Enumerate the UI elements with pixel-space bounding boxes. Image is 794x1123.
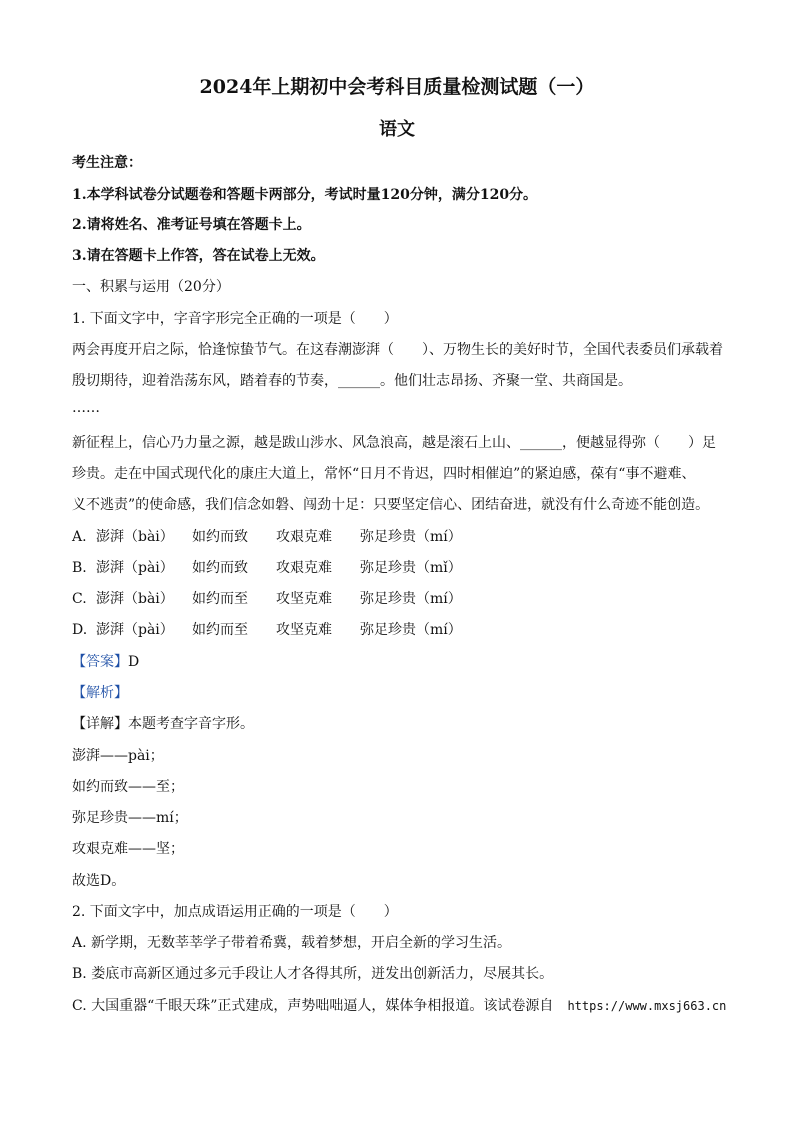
notice-item: 2.请将姓名、准考证号填在答题卡上。 <box>72 217 311 233</box>
explain-line: 如约而致——至； <box>72 779 184 795</box>
option-term: 弥足珍贵（mí） <box>360 622 462 638</box>
option-term: 澎湃（bài） <box>96 529 174 545</box>
exam-title: 2024年上期初中会考科目质量检测试题（一） <box>199 76 595 98</box>
option-term: 弥足珍贵（mǐ） <box>360 560 462 576</box>
option-term: 澎湃（pài） <box>96 622 174 638</box>
q2-option-c <box>72 995 726 1015</box>
option-term: 澎湃（pài） <box>96 560 174 576</box>
notice-item: 3.请在答题卡上作答，答在试卷上无效。 <box>72 248 325 264</box>
explain-line: 弥足珍贵——mí； <box>72 810 188 826</box>
option-key: B. <box>72 560 87 576</box>
passage-line: 义不逃责”的使命感，我们信念如磐、闯劲十足：只要坚定信心、团结奋进，就没有什么奇迹不能创造。 <box>72 497 710 513</box>
explain-line: 故选D。 <box>72 873 126 889</box>
analysis-label: 【解析】 <box>72 685 128 701</box>
option-term: 如约而致 <box>192 560 248 576</box>
passage-line: 两会再度开启之际，恰逢惊蛰节气。在这春潮澎湃（ ）、万物生长的美好时节，全国代表委员们承载着 <box>72 342 723 358</box>
explain-line: 攻艰克难——坚； <box>72 841 184 857</box>
answer-label: 【答案】 <box>72 654 128 670</box>
option-key: D. <box>72 622 88 638</box>
question-stem: 1. 下面文字中，字音字形完全正确的一项是（ ） <box>72 311 398 327</box>
passage-line: 新征程上，信心乃力量之源，越是跋山涉水、风急浪高，越是滚石上山、______，便越显得弥（ ）足 <box>72 435 716 451</box>
question-stem: 2. 下面文字中，加点成语运用正确的一项是（ ） <box>72 904 398 920</box>
option-term: 攻坚克难 <box>276 591 332 607</box>
notice-item: 1.本学科试卷分试题卷和答题卡两部分，考试时量120分钟，满分120分。 <box>72 187 538 203</box>
subject-title: 语文 <box>379 119 415 140</box>
answer-value: D <box>128 654 140 670</box>
q2-option: B. 娄底市高新区通过多元手段让人才各得其所，迸发出创新活力，尽展其长。 <box>72 966 554 982</box>
option-c <box>72 588 462 608</box>
option-term: 弥足珍贵（mí） <box>360 591 462 607</box>
option-d <box>72 619 462 639</box>
option-term: 如约而至 <box>192 591 248 607</box>
option-a <box>72 526 462 546</box>
notice-label: 考生注意： <box>72 155 142 171</box>
explain-line: 澎湃——pài； <box>72 748 164 764</box>
source-url[interactable]: https://www.mxsj663.cn <box>567 999 727 1013</box>
option-term: 弥足珍贵（mí） <box>360 529 462 545</box>
passage-line: …… <box>72 400 100 416</box>
option-term: 如约而致 <box>192 529 248 545</box>
answer-line <box>72 651 139 671</box>
section-heading: 一、积累与运用（20分） <box>72 279 230 295</box>
detail-label: 【详解】 <box>72 716 128 732</box>
option-term: 攻艰克难 <box>276 529 332 545</box>
passage-line: 珍贵。走在中国式现代化的康庄大道上，常怀“日月不肯迟，四时相催迫”的紧迫感，葆有“事不避难、 <box>72 466 696 482</box>
detail-text: 本题考查字音字形。 <box>128 716 254 732</box>
option-term: 如约而至 <box>192 622 248 638</box>
option-b <box>72 557 462 577</box>
q2-option: C. 大国重器“千眼天珠”正式建成，声势咄咄逼人，媒体争相报道。该试卷源自 <box>72 998 554 1014</box>
option-term: 澎湃（bài） <box>96 591 174 607</box>
option-term: 攻艰克难 <box>276 560 332 576</box>
q2-option: A. 新学期，无数莘莘学子带着希冀，载着梦想，开启全新的学习生活。 <box>72 935 512 951</box>
option-key: C. <box>72 591 87 607</box>
passage-line: 殷切期待，迎着浩荡东风，踏着春的节奏，______。他们壮志昂扬、齐聚一堂、共商国是。 <box>72 373 632 389</box>
detail-line <box>72 713 254 733</box>
option-term: 攻坚克难 <box>276 622 332 638</box>
option-key: A. <box>72 529 87 545</box>
